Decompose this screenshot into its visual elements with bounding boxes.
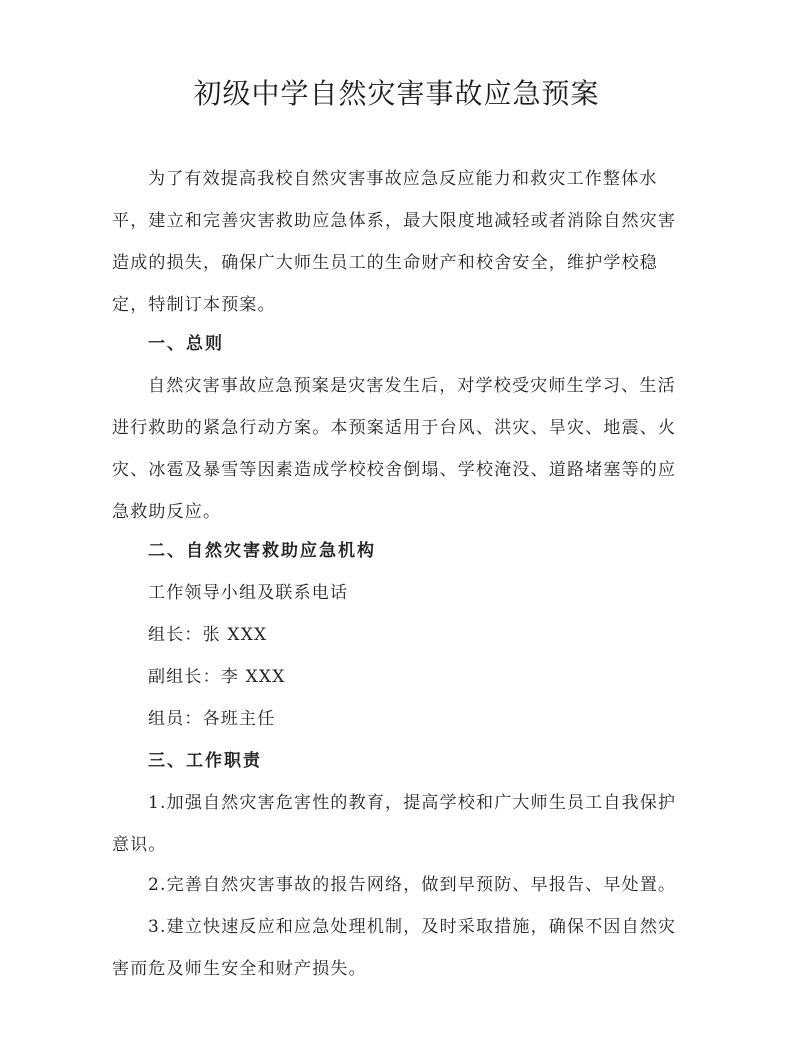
section-3-heading: 三、工作职责 [148,751,262,771]
intro-paragraph: 为了有效提高我校自然灾害事故应急反应能力和救灾工作整体水平，建立和完善灾害救助应急体系，最大限度地减轻或者消除自然灾害造成的损失，确保广大师生员工的生命财产和校舍安全，维护学校稳定，特制订本预案。 [112,169,677,315]
section-1-body: 自然灾害事故应急预案是灾害发生后，对学校受灾师生学习、生活进行救助的紧急行动方案。本预案适用于台风、洪灾、旱灾、地震、火灾、冰雹及暴雪等因素造成学校校舍倒塌、学校淹没、道路堵塞等的应急救助反应。 [112,376,677,522]
leadership-group-title: 工作领导小组及联系电话 [148,583,349,603]
duty-item-1: 1.加强自然灾害危害性的教育，提高学校和广大师生员工自我保护意识。 [112,793,677,855]
document-title: 初级中学自然灾害事故应急预案 [193,77,600,110]
group-members: 组员：各班主任 [148,709,276,729]
section-1-heading: 一、总则 [148,334,224,354]
duty-item-2: 2.完善自然灾害事故的报告网络，做到早预防、早报告、早处置。 [148,875,677,895]
duty-item-3: 3.建立快速反应和应急处理机制，及时采取措施，确保不因自然灾害而危及师生安全和财产损失。 [112,917,677,979]
section-2-heading: 二、自然灾害救助应急机构 [148,541,376,561]
deputy-leader: 副组长：李 XXX [148,667,286,687]
group-leader: 组长：张 XXX [148,625,268,645]
